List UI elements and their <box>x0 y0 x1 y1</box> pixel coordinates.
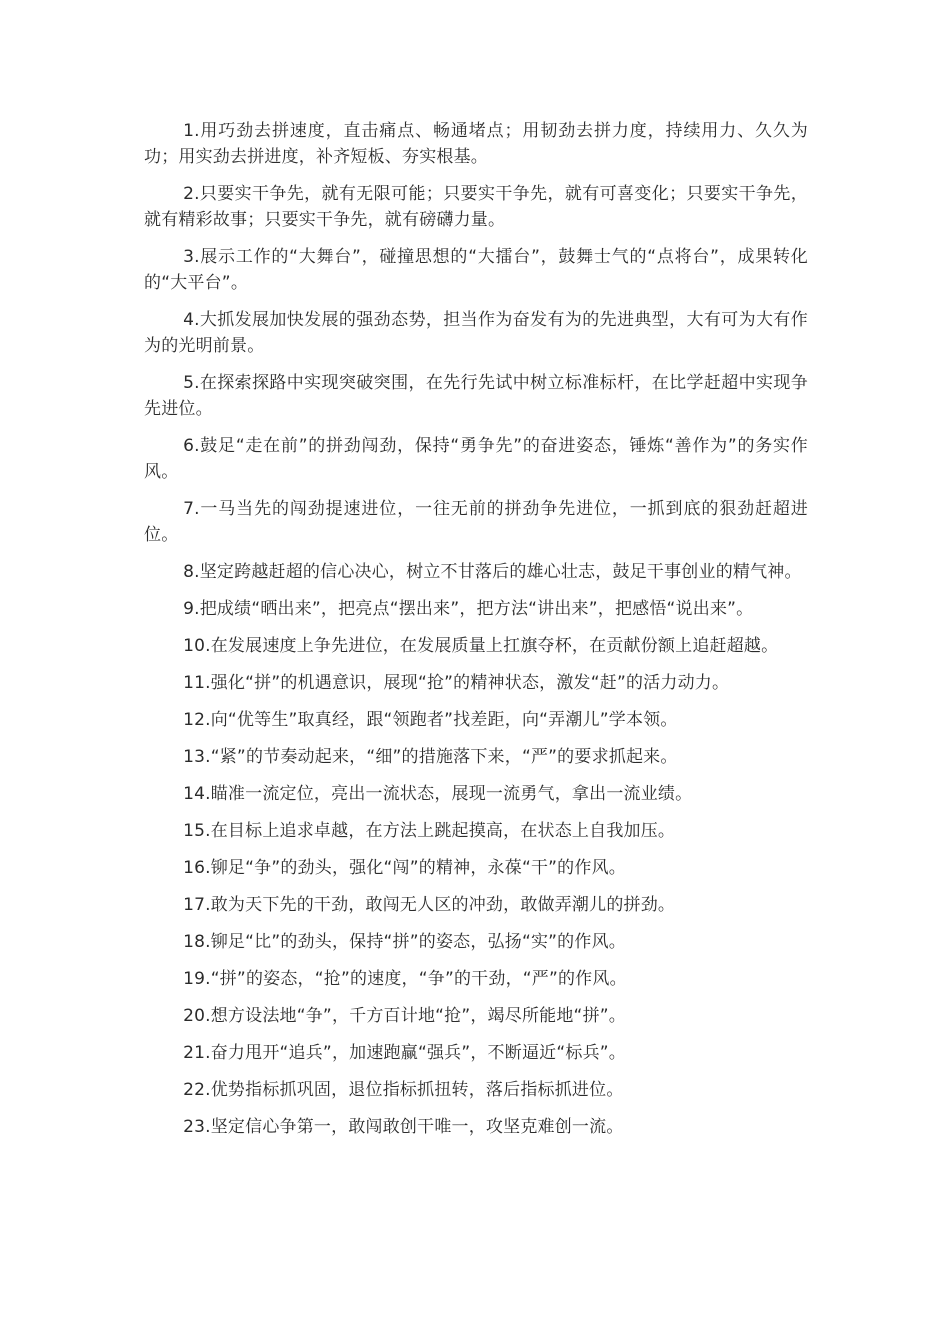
paragraph-2: 2.只要实干争先，就有无限可能；只要实干争先，就有可喜变化；只要实干争先，就有精彩故事；只要实干争先，就有磅礴力量。 <box>144 184 808 230</box>
paragraph-20: 20.想方设法地“争”，千方百计地“抢”，竭尽所能地“拼”。 <box>183 1006 626 1026</box>
document-body <box>144 118 808 1151</box>
paragraph-4: 4.大抓发展加快发展的强劲态势，担当作为奋发有为的先进典型，大有可为大有作为的光明前景。 <box>144 310 808 356</box>
paragraph-14: 14.瞄准一流定位，亮出一流状态，展现一流勇气，拿出一流业绩。 <box>183 784 693 804</box>
paragraph-17: 17.敢为天下先的干劲，敢闯无人区的冲劲，敢做弄潮儿的拼劲。 <box>183 895 676 915</box>
paragraph-1: 1.用巧劲去拼速度，直击痛点、畅通堵点；用韧劲去拼力度，持续用力、久久为功；用实劲去拼进度，补齐短板、夯实根基。 <box>144 121 808 167</box>
paragraph-8: 8.坚定跨越赶超的信心决心，树立不甘落后的雄心壮志，鼓足干事创业的精气神。 <box>183 562 802 582</box>
paragraph-21: 21.奋力甩开“追兵”，加速跑赢“强兵”，不断逼近“标兵”。 <box>183 1043 626 1063</box>
paragraph-10: 10.在发展速度上争先进位，在发展质量上扛旗夺杯，在贡献份额上追赶超越。 <box>183 636 779 656</box>
paragraph-22: 22.优势指标抓巩固，退位指标抓扭转，落后指标抓进位。 <box>183 1080 624 1100</box>
paragraph-18: 18.铆足“比”的劲头，保持“拼”的姿态，弘扬“实”的作风。 <box>183 932 626 952</box>
paragraph-16: 16.铆足“争”的劲头，强化“闯”的精神，永葆“干”的作风。 <box>183 858 626 878</box>
paragraph-15: 15.在目标上追求卓越，在方法上跳起摸高，在状态上自我加压。 <box>183 821 676 841</box>
paragraph-12: 12.向“优等生”取真经，跟“领跑者”找差距，向“弄潮儿”学本领。 <box>183 710 678 730</box>
paragraph-13: 13.“紧”的节奏动起来，“细”的措施落下来，“严”的要求抓起来。 <box>183 747 678 767</box>
paragraph-9: 9.把成绩“晒出来”，把亮点“摆出来”，把方法“讲出来”，把感悟“说出来”。 <box>183 599 754 619</box>
paragraph-23: 23.坚定信心争第一，敢闯敢创干唯一，攻坚克难创一流。 <box>183 1117 624 1137</box>
paragraph-7: 7.一马当先的闯劲提速进位，一往无前的拼劲争先进位，一抓到底的狠劲赶超进位。 <box>144 499 808 545</box>
paragraph-3: 3.展示工作的“大舞台”，碰撞思想的“大擂台”，鼓舞士气的“点将台”，成果转化的“大平台”。 <box>144 247 808 293</box>
paragraph-5: 5.在探索探路中实现突破突围，在先行先试中树立标准标杆，在比学赶超中实现争先进位。 <box>144 373 808 419</box>
paragraph-11: 11.强化“拼”的机遇意识，展现“抢”的精神状态，激发“赶”的活力动力。 <box>183 673 730 693</box>
paragraph-19: 19.“拼”的姿态，“抢”的速度，“争”的干劲，“严”的作风。 <box>183 969 627 989</box>
paragraph-6: 6.鼓足“走在前”的拼劲闯劲，保持“勇争先”的奋进姿态，锤炼“善作为”的务实作风。 <box>144 436 808 482</box>
